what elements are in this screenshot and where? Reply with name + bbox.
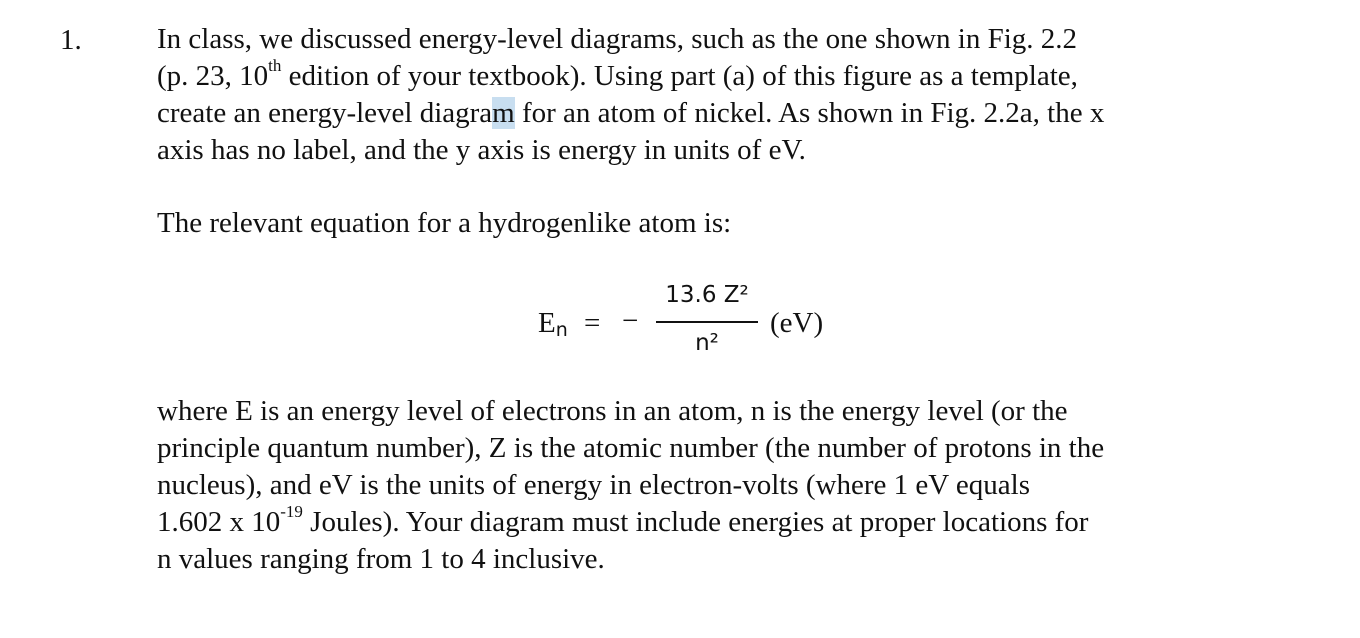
fraction-numerator: 13.6 Z² [665, 282, 749, 308]
equation-lhs: $E_n$ [538, 307, 568, 341]
energy-equation [538, 278, 858, 368]
minus-sign: − [622, 305, 639, 337]
fraction-denominator: n² [695, 330, 719, 356]
explanation-line: principle quantum number), Z is the atomic number (the number of protons in the [157, 432, 1105, 464]
question-intro [157, 21, 1257, 169]
exponent-superscript: -19 [280, 502, 303, 522]
explanation-line: 1.602 x $10^{-19}$ Joules). Your diagram must include energies at proper locations for [157, 502, 1089, 538]
question-number: 1. [60, 24, 82, 56]
explanation-paragraph [157, 393, 1257, 578]
explanation-line: n values ranging from 1 to 4 inclusive. [157, 543, 605, 575]
intro-line: axis has no label, and the y axis is energy in units of eV. [157, 134, 806, 166]
ordinal-superscript: th [268, 56, 282, 76]
intro-line: create an energy-level diagram for an atom of nickel. As shown in Fig. 2.2a, the x [157, 97, 1105, 129]
equation-subscript: n [555, 319, 568, 341]
intro-line: (p. 23, 10th edition of your textbook). Using part (a) of this figure as a template, [157, 56, 1078, 92]
equals-sign: = [584, 307, 601, 339]
fraction-bar [656, 321, 758, 323]
intro-line: In class, we discussed energy-level diagrams, such as the one shown in Fig. 2.2 [157, 23, 1078, 55]
equation-intro: The relevant equation for a hydrogenlike atom is: [157, 207, 732, 239]
equation-unit: (eV) [770, 307, 824, 339]
selection-highlight: m [492, 97, 515, 129]
explanation-line: nucleus), and eV is the units of energy in electron-volts (where 1 eV equals [157, 469, 1030, 501]
explanation-line: where E is an energy level of electrons in an atom, n is the energy level (or the [157, 395, 1068, 427]
